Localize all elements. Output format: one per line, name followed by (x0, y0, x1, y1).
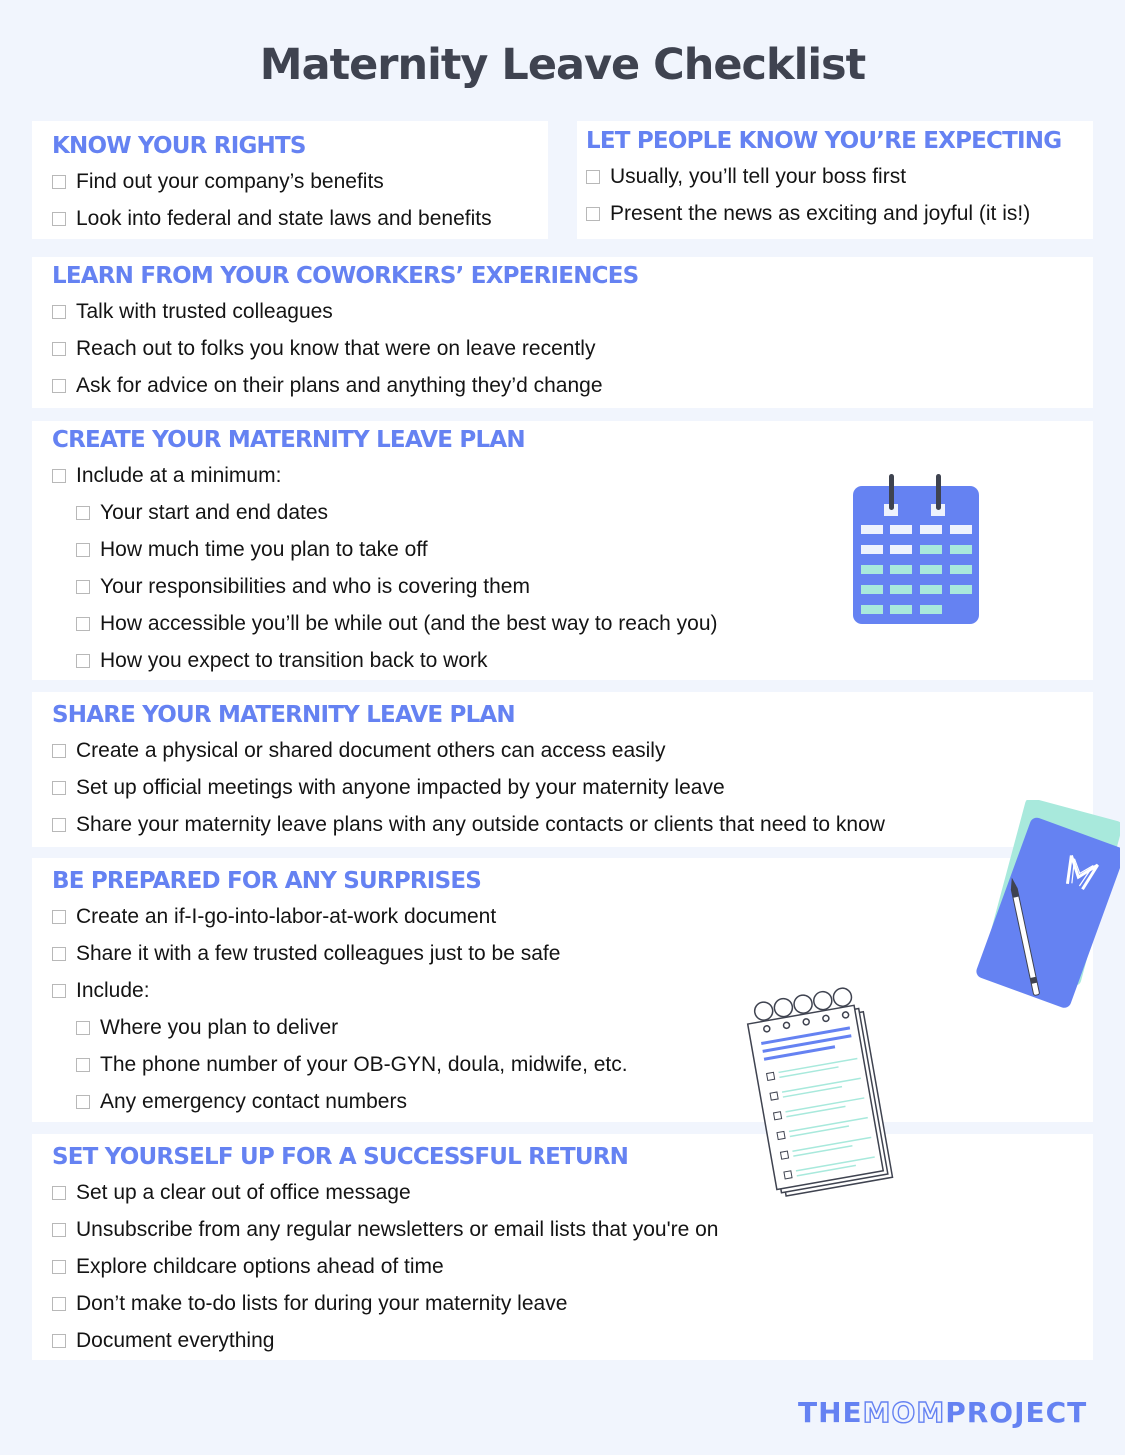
checklist-subitem[interactable]: How accessible you’ll be while out (and the best way to reach you) (52, 605, 1093, 642)
calendar-icon (850, 470, 985, 630)
logo-the: THE (798, 1396, 863, 1429)
checklist-subitem[interactable]: The phone number of your OB-GYN, doula, midwife, etc. (52, 1046, 1093, 1083)
checklist-item[interactable]: Set up a clear out of office message (52, 1174, 1093, 1211)
checkbox-icon[interactable] (52, 1334, 66, 1348)
checkbox-icon[interactable] (76, 580, 90, 594)
checkbox-icon[interactable] (52, 212, 66, 226)
checkbox-icon[interactable] (52, 1297, 66, 1311)
checklist-item[interactable]: Include at a minimum: (52, 457, 1093, 494)
checklist-item[interactable]: Look into federal and state laws and benefits (52, 200, 548, 237)
section-share-plan (32, 692, 1093, 847)
section-know-your-rights (32, 121, 548, 239)
checklist-item[interactable]: Explore childcare options ahead of time (52, 1248, 1093, 1285)
notebook-with-pen-icon (970, 800, 1120, 1015)
checklist-item[interactable]: Set up official meetings with anyone impacted by your maternity leave (52, 769, 1093, 806)
checkbox-icon[interactable] (52, 818, 66, 832)
checklist-subitem[interactable]: Where you plan to deliver (52, 1009, 1093, 1046)
section-learn-from-coworkers (32, 257, 1093, 408)
checkbox-icon[interactable] (586, 207, 600, 221)
section-let-people-know (577, 121, 1093, 239)
logo-project: PROJECT (945, 1396, 1088, 1429)
checklist-item[interactable]: Usually, you’ll tell your boss first (586, 158, 1093, 195)
spiral-notepad-checklist-icon (745, 985, 915, 1205)
checkbox-icon[interactable] (76, 617, 90, 631)
checkbox-icon[interactable] (76, 543, 90, 557)
checkbox-icon[interactable] (76, 654, 90, 668)
checklist-item[interactable]: Find out your company’s benefits (52, 163, 548, 200)
checkbox-icon[interactable] (52, 305, 66, 319)
checklist-item[interactable]: Talk with trusted colleagues (52, 293, 1093, 330)
checklist-item[interactable]: Present the news as exciting and joyful (it is!) (586, 195, 1093, 232)
checkbox-icon[interactable] (52, 744, 66, 758)
checklist-item[interactable]: Document everything (52, 1322, 1093, 1359)
checkbox-icon[interactable] (52, 342, 66, 356)
checkbox-icon[interactable] (52, 947, 66, 961)
section-successful-return (32, 1134, 1093, 1360)
checklist-item[interactable]: Share your maternity leave plans with any outside contacts or clients that need to know (52, 806, 1093, 843)
checkbox-icon[interactable] (76, 506, 90, 520)
checklist-item[interactable]: Share it with a few trusted colleagues just to be safe (52, 935, 1093, 972)
checklist-item[interactable]: Include: (52, 972, 1093, 1009)
brand-logo (798, 1396, 1087, 1429)
checkbox-icon[interactable] (76, 1058, 90, 1072)
checkbox-icon[interactable] (52, 1186, 66, 1200)
checklist-item[interactable]: Create a physical or shared document others can access easily (52, 732, 1093, 769)
checklist-item[interactable]: Ask for advice on their plans and anything they’d change (52, 367, 1093, 404)
checklist-item[interactable]: Don’t make to-do lists for during your maternity leave (52, 1285, 1093, 1322)
checklist-subitem[interactable]: Your responsibilities and who is covering them (52, 568, 1093, 605)
page-title: Maternity Leave Checklist (259, 40, 866, 90)
section-heading: CREATE YOUR MATERNITY LEAVE PLAN (52, 427, 525, 453)
logo-mom: MOM (862, 1396, 946, 1429)
checklist-item[interactable]: Unsubscribe from any regular newsletters or email lists that you're on (52, 1211, 1093, 1248)
checkbox-icon[interactable] (52, 1223, 66, 1237)
section-heading: BE PREPARED FOR ANY SURPRISES (52, 868, 482, 894)
checklist-subitem[interactable]: How much time you plan to take off (52, 531, 1093, 568)
checklist-subitem[interactable]: Any emergency contact numbers (52, 1083, 1093, 1120)
checkbox-icon[interactable] (52, 175, 66, 189)
section-heading: LET PEOPLE KNOW YOU’RE EXPECTING (586, 128, 1062, 154)
checkbox-icon[interactable] (52, 379, 66, 393)
section-heading: LEARN FROM YOUR COWORKERS’ EXPERIENCES (52, 263, 639, 289)
checkbox-icon[interactable] (52, 469, 66, 483)
checklist-item[interactable]: Reach out to folks you know that were on leave recently (52, 330, 1093, 367)
section-be-prepared (32, 858, 1093, 1122)
section-heading: SHARE YOUR MATERNITY LEAVE PLAN (52, 702, 515, 728)
checkbox-icon[interactable] (52, 984, 66, 998)
checkbox-icon[interactable] (52, 910, 66, 924)
checkbox-icon[interactable] (52, 781, 66, 795)
checkbox-icon[interactable] (586, 170, 600, 184)
checklist-item[interactable]: Create an if-I-go-into-labor-at-work document (52, 898, 1093, 935)
checkbox-icon[interactable] (76, 1095, 90, 1109)
section-heading: SET YOURSELF UP FOR A SUCCESSFUL RETURN (52, 1144, 629, 1170)
checkbox-icon[interactable] (52, 1260, 66, 1274)
checklist-subitem[interactable]: Your start and end dates (52, 494, 1093, 531)
section-heading: KNOW YOUR RIGHTS (52, 133, 306, 159)
checklist-subitem[interactable]: How you expect to transition back to work (52, 642, 1093, 679)
checkbox-icon[interactable] (76, 1021, 90, 1035)
